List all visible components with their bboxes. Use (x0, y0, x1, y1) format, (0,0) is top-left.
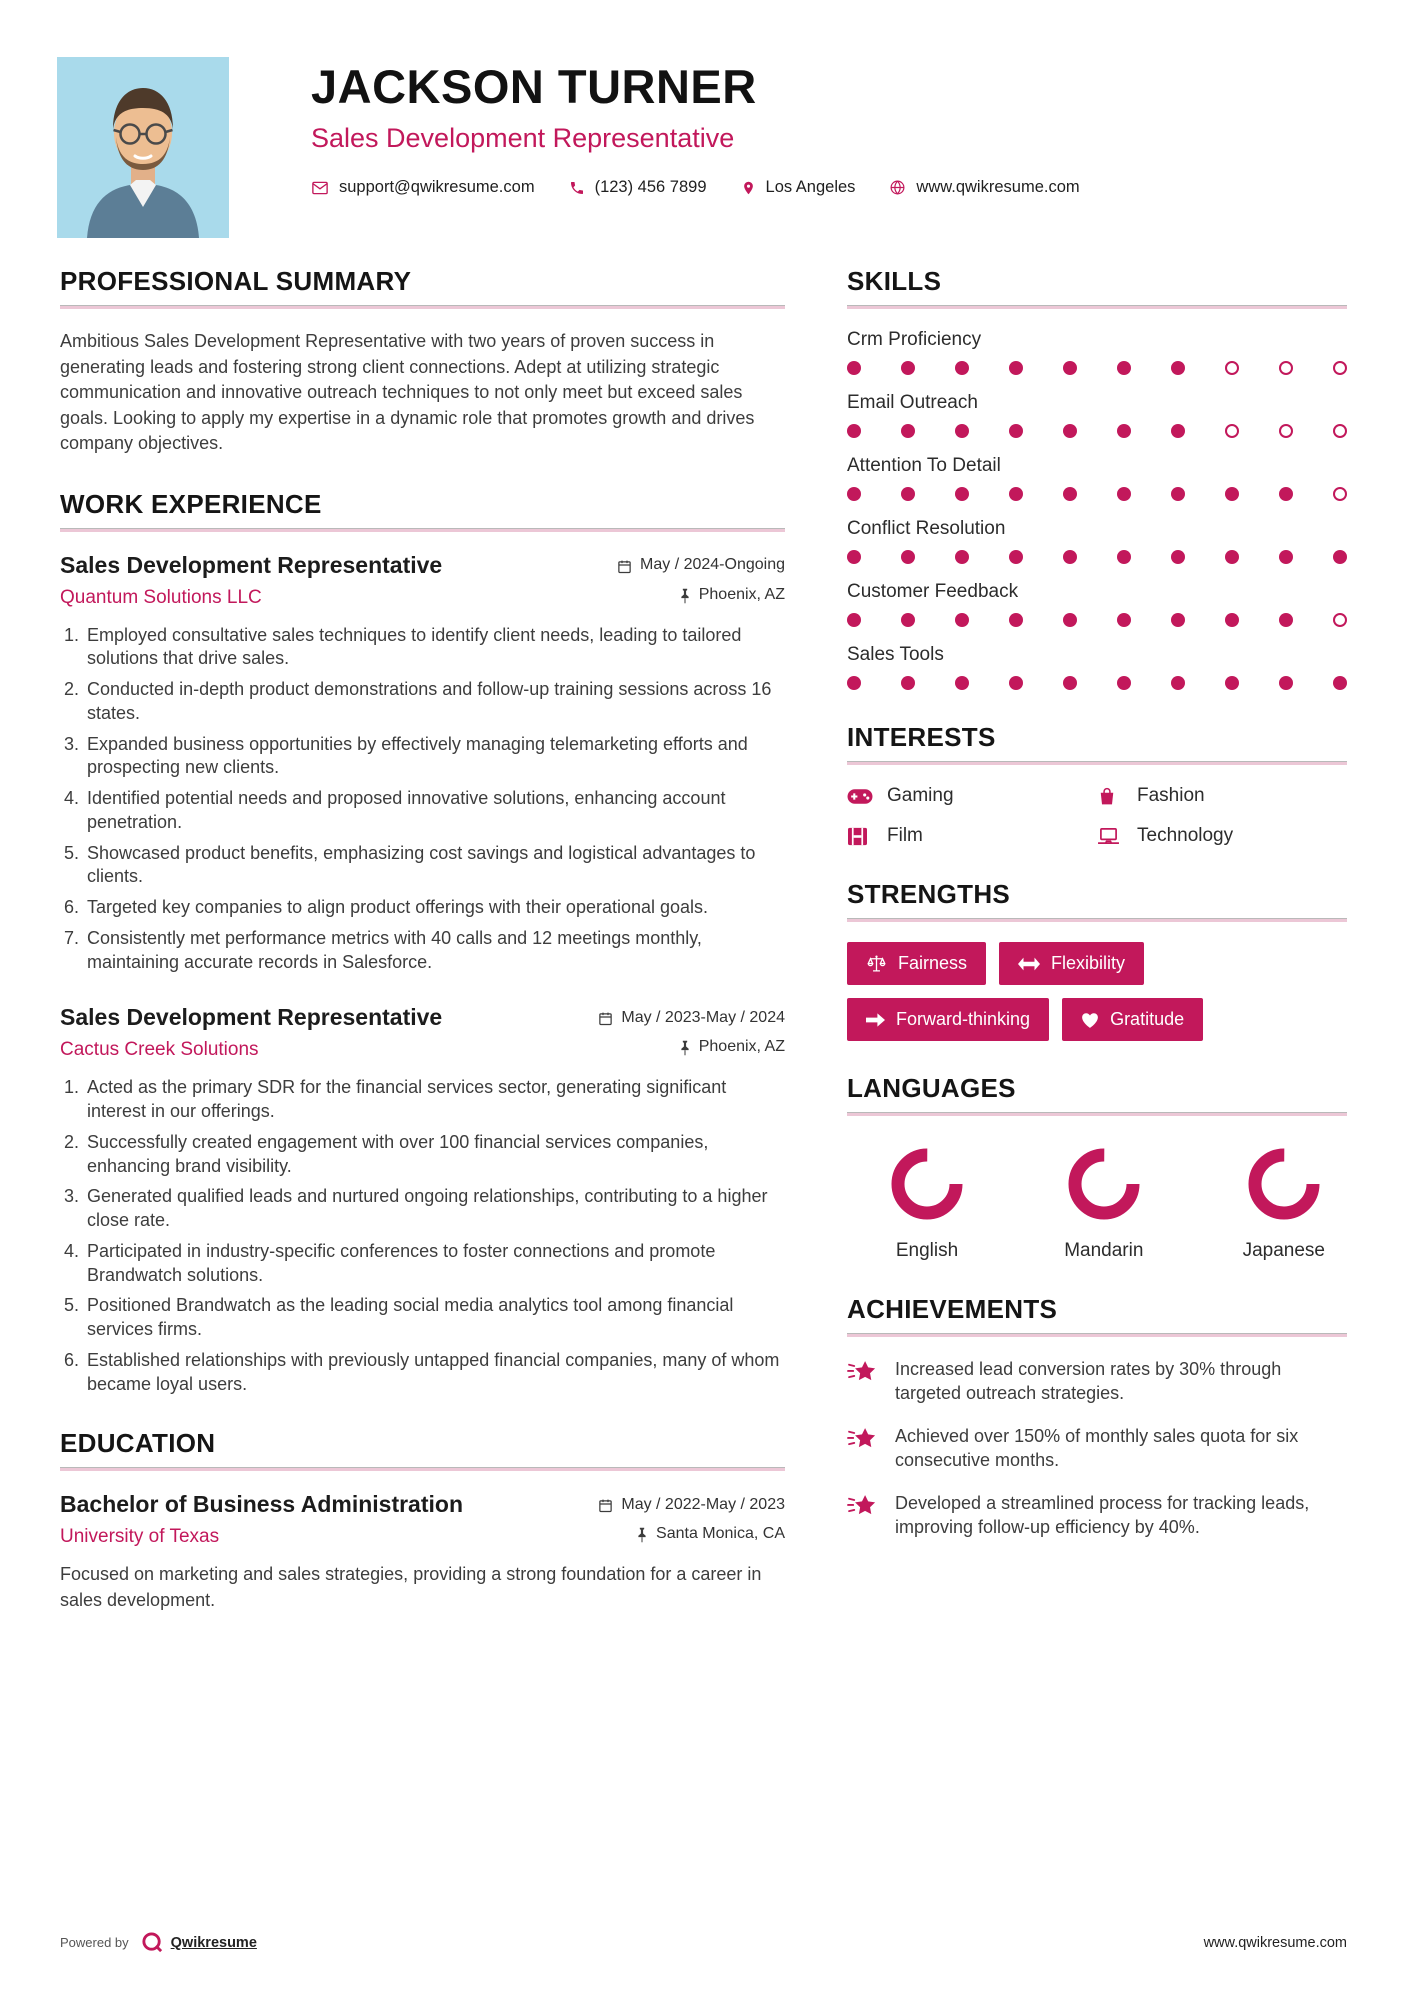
skill-level-dot (1225, 613, 1239, 627)
skill-level-dot (1333, 424, 1347, 438)
laptop-icon (1097, 827, 1123, 846)
skill-level-dot (1171, 361, 1185, 375)
skill-level-dot (901, 424, 915, 438)
section-divider (847, 761, 1347, 765)
skill-dots (847, 361, 1347, 375)
language-item (1243, 1146, 1325, 1262)
star-badge-icon (847, 1491, 883, 1540)
job-entry (60, 1004, 785, 1396)
skill-level-dot (1009, 550, 1023, 564)
film-icon (847, 827, 873, 846)
language-level-ring (889, 1146, 965, 1227)
skill-level-dot (1225, 424, 1239, 438)
skill-level-dot (1333, 676, 1347, 690)
interest-label: Fashion (1137, 785, 1205, 806)
skill-level-dot (901, 613, 915, 627)
skill-item (847, 518, 1347, 564)
section-heading-achievements: ACHIEVEMENTS (847, 1294, 1058, 1324)
skill-level-dot (1279, 487, 1293, 501)
section-divider (60, 528, 785, 532)
achievement-item (847, 1357, 1347, 1406)
company-name: Quantum Solutions LLC (60, 586, 262, 608)
skill-name: Crm Proficiency (847, 329, 982, 350)
heart-icon (1081, 1012, 1099, 1028)
website-text[interactable]: www.qwikresume.com (916, 178, 1080, 196)
skill-item (847, 329, 1347, 375)
section-heading-strengths: STRENGTHS (847, 879, 1011, 909)
skill-dots (847, 613, 1347, 627)
job-bullet: 5. Showcased product benefits, emphasizing cost savings and logistical advantages to clients. (84, 842, 785, 890)
email-text[interactable]: support@qwikresume.com (339, 178, 535, 196)
skill-level-dot (1171, 613, 1185, 627)
education-location: Santa Monica, CA (656, 1525, 785, 1543)
job-dates: May / 2024-Ongoing (640, 556, 785, 574)
contact-location (741, 178, 856, 197)
skill-level-dot (1009, 613, 1023, 627)
skill-item (847, 392, 1347, 438)
education-dates: May / 2022-May / 2023 (621, 1495, 785, 1513)
skill-level-dot (955, 613, 969, 627)
interest-label: Technology (1137, 825, 1234, 846)
section-professional-summary (60, 266, 785, 457)
footer (60, 1931, 1347, 1954)
section-strengths (847, 879, 1347, 1041)
language-level-ring (1246, 1146, 1322, 1227)
skill-level-dot (1009, 487, 1023, 501)
strength-label: Fairness (898, 953, 968, 973)
skill-level-dot (901, 487, 915, 501)
skill-name: Email Outreach (847, 392, 978, 413)
skill-level-dot (847, 550, 861, 564)
skill-dots (847, 676, 1347, 690)
skill-level-dot (847, 487, 861, 501)
skill-dots (847, 550, 1347, 564)
left-column (60, 266, 785, 1646)
contact-row (311, 178, 1114, 197)
skill-name: Customer Feedback (847, 581, 1019, 602)
section-heading-skills: SKILLS (847, 266, 942, 296)
skill-level-dot (1333, 550, 1347, 564)
section-divider (847, 1333, 1347, 1337)
job-dates: May / 2023-May / 2024 (621, 1008, 785, 1026)
skill-level-dot (901, 550, 915, 564)
skill-level-dot (1171, 676, 1185, 690)
strength-badge (847, 998, 1049, 1041)
section-languages (847, 1073, 1347, 1262)
skill-level-dot (1063, 550, 1077, 564)
skill-level-dot (901, 676, 915, 690)
skill-level-dot (1279, 613, 1293, 627)
language-item (1064, 1146, 1143, 1262)
arrow-right-icon (866, 1013, 885, 1027)
skill-level-dot (1279, 361, 1293, 375)
skill-level-dot (1117, 361, 1131, 375)
skill-level-dot (1117, 487, 1131, 501)
job-bullet: 3. Generated qualified leads and nurtured ongoing relationships, contributing to a higher close rate. (84, 1185, 785, 1233)
section-divider (60, 1467, 785, 1471)
section-skills (847, 266, 1347, 690)
skills-list (847, 329, 1347, 690)
achievement-item (847, 1491, 1347, 1540)
skill-level-dot (1063, 487, 1077, 501)
qwikresume-logo-icon (141, 1931, 164, 1954)
skill-dots (847, 487, 1347, 501)
skill-level-dot (847, 676, 861, 690)
job-entry (60, 552, 785, 975)
skill-level-dot (1117, 550, 1131, 564)
section-heading-interests: INTERESTS (847, 722, 996, 752)
skill-level-dot (847, 424, 861, 438)
skill-level-dot (1279, 676, 1293, 690)
school-name: University of Texas (60, 1526, 220, 1548)
job-bullet: 5. Positioned Brandwatch as the leading social media analytics tool among financial services firms. (84, 1294, 785, 1342)
achievements-list (847, 1357, 1347, 1540)
header (0, 0, 1407, 238)
achievement-text: Increased lead conversion rates by 30% through targeted outreach strategies. (895, 1359, 1282, 1404)
contact-email (311, 178, 535, 197)
profile-photo-image (57, 57, 229, 238)
interest-item (847, 825, 1097, 847)
skill-level-dot (1063, 676, 1077, 690)
skill-level-dot (1279, 424, 1293, 438)
skill-level-dot (955, 676, 969, 690)
envelope-icon (311, 179, 329, 197)
job-bullet: 2. Conducted in-depth product demonstrations and follow-up training sessions across 16 states. (84, 678, 785, 726)
job-bullet: 4. Participated in industry-specific conferences to foster connections and promote Brandwatch solutions. (84, 1240, 785, 1288)
globe-icon (889, 179, 906, 196)
skill-level-dot (1009, 361, 1023, 375)
interest-label: Gaming (887, 785, 954, 806)
job-location: Phoenix, AZ (698, 1038, 785, 1056)
degree-title: Bachelor of Business Administration (60, 1491, 463, 1518)
achievement-text: Achieved over 150% of monthly sales quota for six consecutive months. (895, 1425, 1299, 1471)
job-title: Sales Development Representative (60, 551, 443, 578)
skill-level-dot (1009, 424, 1023, 438)
job-bullet: 7. Consistently met performance metrics with 40 calls and 12 meetings monthly, maintaining accurate records in Salesforce. (84, 927, 785, 975)
section-education (60, 1428, 785, 1613)
strength-badge (847, 942, 986, 985)
contact-phone (569, 178, 707, 197)
section-heading-education: EDUCATION (60, 1428, 216, 1459)
right-column (847, 266, 1347, 1646)
skill-name: Attention To Detail (847, 455, 1001, 476)
skill-level-dot (1171, 550, 1185, 564)
skill-level-dot (1333, 613, 1347, 627)
candidate-name: JACKSON TURNER (311, 60, 757, 113)
skill-level-dot (1117, 424, 1131, 438)
calendar-icon (617, 559, 632, 574)
jobs-container (60, 552, 785, 1397)
job-bullet: 2. Successfully created engagement with over 100 financial services companies, enhancing brand visibility. (84, 1131, 785, 1179)
section-heading-summary: PROFESSIONAL SUMMARY (60, 266, 412, 296)
qwikresume-link[interactable]: Qwikresume (170, 1934, 257, 1951)
skill-level-dot (1225, 487, 1239, 501)
skill-level-dot (1333, 361, 1347, 375)
skill-dots (847, 424, 1347, 438)
phone-text: (123) 456 7899 (594, 178, 707, 196)
section-achievements (847, 1294, 1347, 1540)
section-divider (60, 305, 785, 309)
language-level-ring (1066, 1146, 1142, 1227)
skill-level-dot (1333, 487, 1347, 501)
languages-list (847, 1136, 1347, 1262)
skill-name: Sales Tools (847, 644, 944, 665)
location-pin-icon (741, 179, 756, 197)
shopping-bag-icon (1097, 786, 1123, 807)
left-right-arrow-icon (1018, 957, 1040, 971)
skill-level-dot (847, 613, 861, 627)
section-heading-work: WORK EXPERIENCE (60, 488, 322, 519)
language-label: Japanese (1242, 1240, 1325, 1261)
section-divider (847, 305, 1347, 309)
skill-level-dot (955, 361, 969, 375)
skill-level-dot (955, 487, 969, 501)
strength-badge (999, 942, 1144, 985)
pushpin-icon (679, 1040, 691, 1056)
gamepad-icon (847, 787, 873, 806)
pushpin-icon (636, 1527, 648, 1543)
job-bullet: 6. Targeted key companies to align product offerings with their operational goals. (84, 896, 785, 920)
star-badge-icon (847, 1424, 883, 1473)
language-label: Mandarin (1064, 1240, 1144, 1261)
powered-by-label: Powered by (60, 1935, 129, 1950)
skill-level-dot (1225, 361, 1239, 375)
education-description: Focused on marketing and sales strategies, providing a strong foundation for a career in sales development. (60, 1564, 762, 1611)
achievement-text: Developed a streamlined process for tracking leads, improving follow-up efficiency by 40%. (895, 1492, 1310, 1538)
strength-label: Flexibility (1051, 953, 1126, 973)
skill-level-dot (955, 550, 969, 564)
profile-photo (57, 57, 229, 238)
skill-level-dot (1171, 487, 1185, 501)
section-divider (847, 918, 1347, 922)
skill-item (847, 644, 1347, 690)
summary-text: Ambitious Sales Development Representative with two years of proven success in generating leads and fostering strong client connections. Adept at utilizing strategic communication and innovative outreach techniques to not only meet but exceed sales goals. Looking to apply my expertise in a dynamic role that promotes growth and drives company objectives. (60, 331, 755, 454)
job-location: Phoenix, AZ (698, 585, 785, 603)
job-bullet: 1. Acted as the primary SDR for the financial services sector, generating significant interest in our offerings. (84, 1076, 785, 1124)
calendar-icon (598, 1498, 613, 1513)
skill-level-dot (1009, 676, 1023, 690)
education-entry (60, 1491, 785, 1613)
calendar-icon (598, 1011, 613, 1026)
phone-icon (569, 180, 585, 196)
language-label: English (895, 1240, 959, 1261)
section-work-experience (60, 489, 785, 1397)
skill-level-dot (1117, 676, 1131, 690)
interests-grid (847, 785, 1347, 847)
interest-item (1097, 825, 1347, 847)
strength-badge (1062, 998, 1203, 1041)
pushpin-icon (679, 588, 691, 604)
strengths-badges (847, 942, 1347, 1041)
interest-label: Film (887, 825, 923, 846)
language-item (889, 1146, 965, 1262)
star-badge-icon (847, 1357, 883, 1406)
scales-icon (866, 954, 887, 973)
skill-level-dot (1063, 613, 1077, 627)
interest-item (1097, 785, 1347, 807)
location-text: Los Angeles (765, 178, 856, 196)
section-interests (847, 722, 1347, 847)
job-bullets (84, 624, 785, 975)
strength-label: Forward-thinking (896, 1009, 1031, 1029)
job-bullet: 3. Expanded business opportunities by effectively managing telemarketing efforts and prospecting new clients. (84, 733, 785, 781)
skill-level-dot (1225, 550, 1239, 564)
skill-level-dot (901, 361, 915, 375)
achievement-item (847, 1424, 1347, 1473)
skill-level-dot (1279, 550, 1293, 564)
job-title: Sales Development Representative (60, 1004, 443, 1031)
job-bullet: 4. Identified potential needs and proposed innovative solutions, enhancing account penetration. (84, 787, 785, 835)
candidate-title: Sales Development Representative (311, 123, 735, 153)
skill-level-dot (1117, 613, 1131, 627)
job-bullets (84, 1076, 785, 1396)
footer-website[interactable]: www.qwikresume.com (1203, 1934, 1347, 1951)
company-name: Cactus Creek Solutions (60, 1039, 259, 1061)
main-content (0, 266, 1407, 1646)
strength-label: Gratitude (1110, 1009, 1185, 1029)
skill-level-dot (1171, 424, 1185, 438)
interest-item (847, 785, 1097, 807)
section-divider (847, 1112, 1347, 1116)
skill-level-dot (1063, 424, 1077, 438)
job-bullet: 6. Established relationships with previously untapped financial companies, many of whom became loyal users. (84, 1349, 785, 1397)
skill-name: Conflict Resolution (847, 518, 1006, 539)
job-bullet: 1. Employed consultative sales techniques to identify client needs, leading to tailored solutions that drive sales. (84, 624, 785, 672)
skill-item (847, 455, 1347, 501)
skill-level-dot (955, 424, 969, 438)
contact-website (889, 178, 1079, 197)
skill-item (847, 581, 1347, 627)
skill-level-dot (1225, 676, 1239, 690)
section-heading-languages: LANGUAGES (847, 1073, 1016, 1103)
skill-level-dot (847, 361, 861, 375)
skill-level-dot (1063, 361, 1077, 375)
